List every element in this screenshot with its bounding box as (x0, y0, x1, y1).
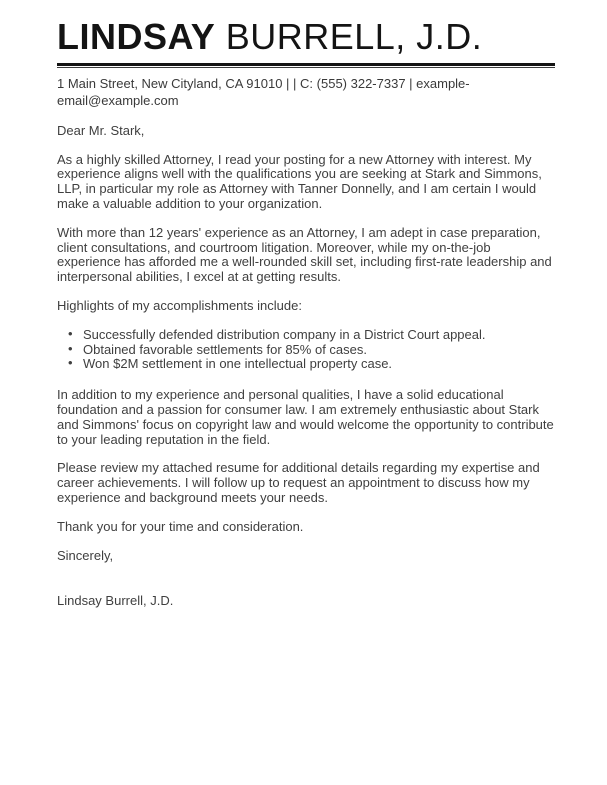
highlights-intro: Highlights of my accomplishments include: (57, 297, 302, 313)
list-item: • Won $2M settlement in one intellectual property case. (68, 357, 548, 372)
paragraph-follow-up: Please review my attached resume for additional details regarding my expertise and career achievements. I will follow up to request an appointment to discuss how my experience and background meets your needs. (57, 460, 540, 505)
name-space (215, 16, 226, 57)
paragraph-experience: With more than 12 years' experience as an Attorney, I am adept in case preparation, client consultations, and courtroom litigation. Moreover, while my on-the-job experience has afforded me a well-rounded skill set, including first-rate leadership and interpersonal abilities, I excel at at getting results. (57, 224, 552, 285)
paragraph-intro: As a highly skilled Attorney, I read your posting for a new Attorney with interest. My experience aligns well with the qualifications you are seeking at Stark and Simmons, LLP, in particular my role as Attorney with Tanner Donnelly, and I am certain I would make a valuable addition to your organization. (57, 151, 542, 211)
list-item: • Obtained favorable settlements for 85% of cases. (68, 343, 548, 358)
paragraph-education: In addition to my experience and personal qualities, I have a solid educational foundation and a passion for consumer law. I am extremely enthusiastic about Stark and Simmons' focus on copyright law and would welcome the opportunity to contribute to your leading reputation in the field. (57, 387, 554, 447)
highlights-list (57, 328, 548, 372)
list-item: • Successfully defended distribution company in a District Court appeal. (68, 328, 548, 343)
closing-salutation: Sincerely, (57, 547, 114, 563)
last-name-and-suffix: BURRELL, J.D. (225, 16, 483, 57)
contact-info: 1 Main Street, New Cityland, CA 91010 | | C: (555) 322-7337 | example-email@example.com (57, 75, 470, 108)
salutation: Dear Mr. Stark, (57, 122, 145, 138)
letter-head-name (57, 18, 555, 56)
paragraph-thanks: Thank you for your time and consideration. (57, 518, 304, 534)
letter-body (57, 124, 555, 609)
header-divider-rule (57, 63, 555, 68)
signature-name: Lindsay Burrell, J.D. (57, 593, 174, 609)
first-name: LINDSAY (57, 16, 216, 57)
